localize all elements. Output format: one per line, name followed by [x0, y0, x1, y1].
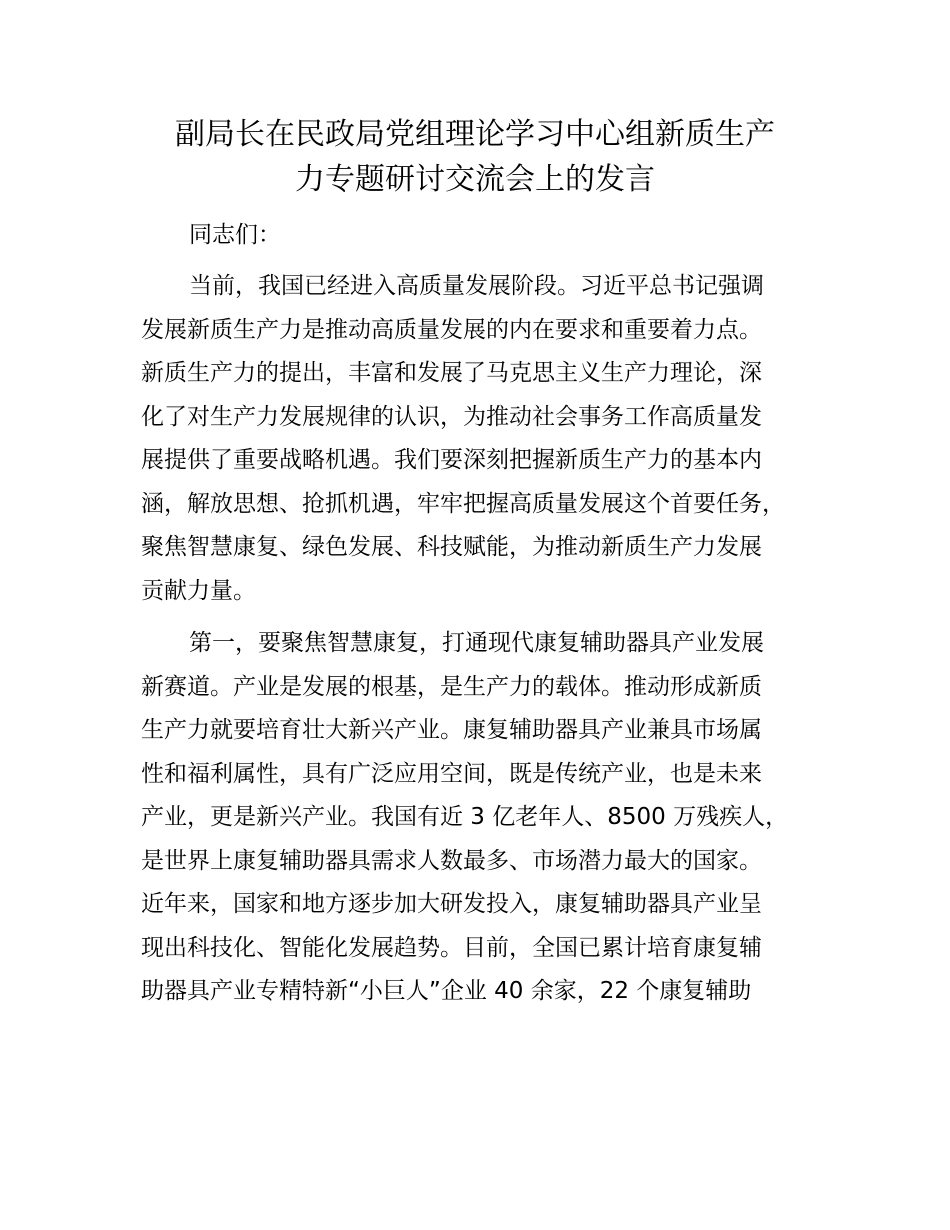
paragraph-line: 现出科技化、智能化发展趋势。目前，全国已累计培育康复辅	[141, 934, 762, 961]
paragraph-line: 近年来，国家和地方逐步加大研发投入，康复辅助器具产业呈	[141, 891, 762, 917]
paragraph-1	[141, 265, 841, 613]
paragraph-line: 产业，更是新兴产业。我国有近 3 亿老年人、8500 万残疾人，	[141, 804, 789, 830]
paragraph-line: 性和福利属性，具有广泛应用空间，既是传统产业，也是未来	[141, 760, 762, 787]
salutation	[141, 214, 841, 258]
paragraph-line: 发展新质生产力是推动高质量发展的内在要求和重要着力点。	[141, 316, 762, 343]
salutation-text: 同志们：	[189, 222, 281, 248]
paragraph-2	[141, 622, 841, 1014]
paragraph-line: 第一，要聚焦智慧康复，打通现代康复辅助器具产业发展	[189, 630, 764, 656]
title-line-2: 力专题研讨交流会上的发言	[295, 162, 655, 197]
paragraph-line: 新质生产力的提出，丰富和发展了马克思主义生产力理论，深	[141, 360, 762, 386]
paragraph-line: 聚焦智慧康复、绿色发展、科技赋能，为推动新质生产力发展	[141, 534, 762, 560]
paragraph-line: 生产力就要培育壮大新兴产业。康复辅助器具产业兼具市场属	[141, 717, 762, 743]
paragraph-line: 展提供了重要战略机遇。我们要深刻把握新质生产力的基本内	[141, 447, 762, 473]
paragraph-line: 化了对生产力发展规律的认识，为推动社会事务工作高质量发	[141, 403, 762, 430]
paragraph-line: 涵，解放思想、抢抓机遇，牢牢把握高质量发展这个首要任务，	[141, 490, 785, 517]
document-title	[100, 112, 850, 202]
paragraph-line: 助器具产业专精特新“小巨人”企业 40 余家，22 个康复辅助	[141, 978, 752, 1004]
paragraph-line: 新赛道。产业是发展的根基，是生产力的载体。推动形成新质	[141, 673, 762, 700]
paragraph-line: 是世界上康复辅助器具需求人数最多、市场潜力最大的国家。	[141, 847, 762, 874]
paragraph-line: 当前，我国已经进入高质量发展阶段。习近平总书记强调	[189, 273, 764, 299]
paragraph-line: 贡献力量。	[141, 577, 256, 604]
title-line-1: 副局长在民政局党组理论学习中心组新质生产	[175, 117, 775, 152]
